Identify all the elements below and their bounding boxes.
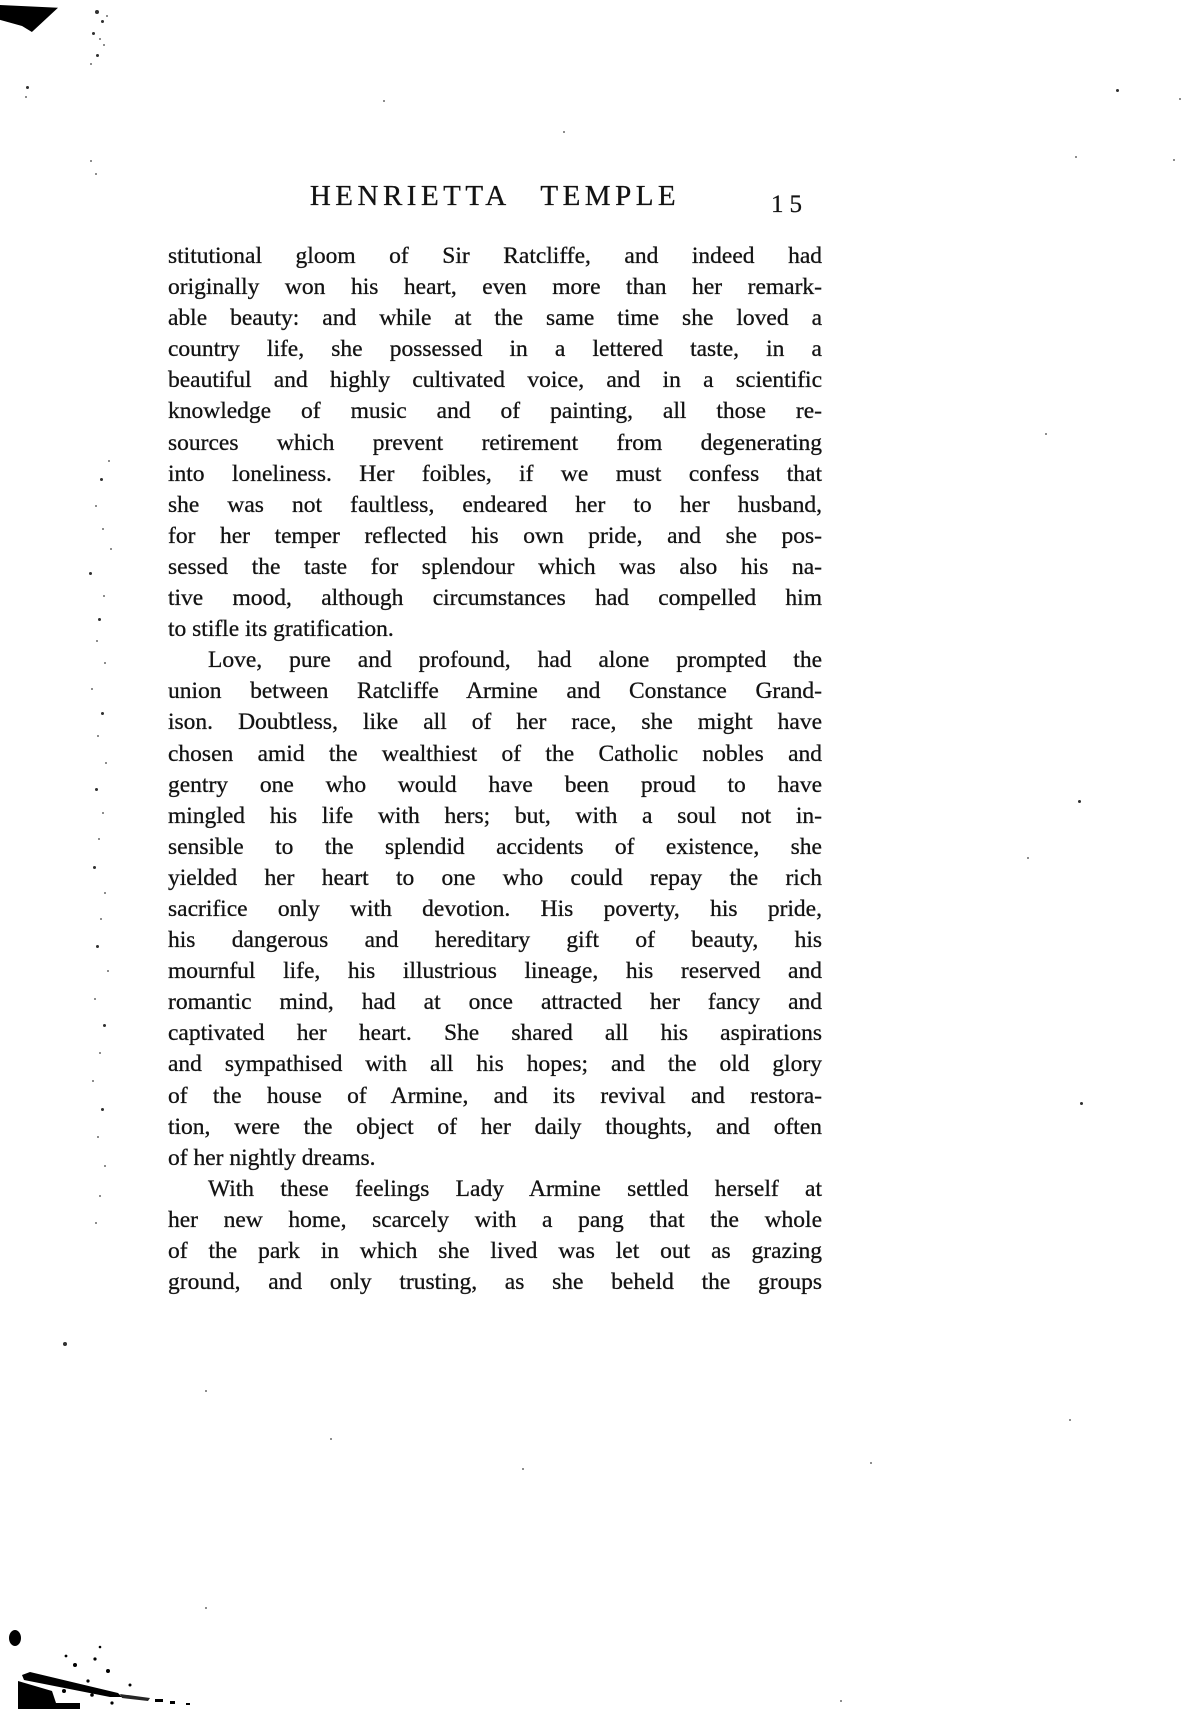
- text-line: mingled his life with hers; but, with a soul not in-: [168, 802, 822, 829]
- text-line: sources which prevent retirement from degenerating: [168, 429, 822, 456]
- text-line: his dangerous and hereditary gift of beauty, his: [168, 927, 822, 954]
- scan-speck: [1078, 800, 1081, 803]
- scan-speck: [1045, 433, 1047, 435]
- scan-speck: [103, 44, 105, 46]
- scan-speck: [870, 1462, 872, 1464]
- text-line: of her nightly dreams.: [168, 1144, 376, 1171]
- scan-speck: [92, 1080, 94, 1082]
- scan-speck: [104, 1165, 106, 1167]
- scan-speck: [92, 32, 95, 35]
- text-line: mournful life, his illustrious lineage, his reserved and: [168, 958, 822, 985]
- scan-speck: [95, 10, 99, 14]
- scan-speck: [101, 20, 104, 23]
- text-line: originally won his heart, even more than her remark-: [168, 274, 822, 301]
- text-line: yielded her heart to one who could repay the rich: [168, 864, 822, 891]
- scan-speck: [102, 812, 104, 814]
- text-line: of the park in which she lived was let out as grazing: [168, 1238, 822, 1264]
- scan-speck: [205, 1607, 207, 1609]
- scan-speck: [1075, 156, 1077, 158]
- scan-speck: [1069, 1419, 1071, 1421]
- scan-speck: [100, 478, 103, 481]
- scan-speck: [103, 1024, 106, 1027]
- text-line: With these feelings Lady Armine settled herself at: [208, 1175, 822, 1202]
- scan-speck: [91, 688, 93, 690]
- text-line: union between Ratcliffe Armine and Constance Grand-: [168, 678, 822, 705]
- text-line: and sympathised with all his hopes; and the old glory: [168, 1051, 822, 1078]
- scan-speck: [106, 15, 108, 17]
- page-number: 15: [771, 191, 808, 218]
- scan-speck: [330, 1438, 332, 1440]
- scan-speck: [95, 173, 97, 175]
- scan-speck: [99, 38, 101, 40]
- text-line: ground, and only trusting, as she beheld the groups: [168, 1269, 822, 1296]
- scan-speck: [95, 1222, 97, 1224]
- scan-speck: [205, 1390, 207, 1392]
- text-line: for her temper reflected his own pride, and she pos-: [168, 522, 822, 549]
- text-line: sacrifice only with devotion. His poverty, his pride,: [168, 895, 822, 922]
- text-line: captivated her heart. She shared all his aspirations: [168, 1020, 822, 1047]
- scan-speck: [89, 572, 92, 575]
- scan-speck: [1080, 1102, 1083, 1105]
- text-line: tion, were the object of her daily thoughts, and often: [168, 1113, 822, 1140]
- text-line: sensible to the splendid accidents of existence, she: [168, 833, 822, 860]
- scan-speck: [26, 86, 29, 89]
- scan-speck: [96, 640, 98, 642]
- scan-speck: [107, 970, 109, 972]
- text-line: stitutional gloom of Sir Ratcliffe, and indeed had: [168, 243, 822, 269]
- text-line: able beauty: and while at the same time she loved a: [168, 305, 822, 332]
- scan-speck: [1179, 98, 1181, 100]
- scan-speck: [94, 998, 96, 1000]
- scan-speck: [383, 100, 385, 102]
- text-line: of the house of Armine, and its revival and restora-: [168, 1082, 822, 1109]
- text-line: she was not faultless, endeared her to her husband,: [168, 491, 822, 518]
- text-line: tive mood, although circumstances had compelled him: [168, 585, 822, 612]
- scan-speck: [1027, 857, 1029, 859]
- scan-speck: [90, 160, 92, 162]
- scan-speck: [840, 1700, 842, 1702]
- text-line: her new home, scarcely with a pang that the whole: [168, 1206, 822, 1233]
- scan-speck: [96, 54, 99, 57]
- scan-speck: [101, 1108, 104, 1111]
- scan-speck: [108, 460, 110, 462]
- running-title: HENRIETTA TEMPLE: [309, 180, 681, 212]
- scan-speck: [1116, 89, 1119, 92]
- scan-speck: [104, 892, 106, 894]
- scan-speck: [98, 838, 100, 840]
- text-line: beautiful and highly cultivated voice, and in a scientific: [168, 367, 822, 394]
- scan-speck: [93, 866, 96, 869]
- scan-speck: [96, 945, 99, 948]
- scan-speck: [90, 63, 92, 65]
- text-line: gentry one who would have been proud to have: [168, 771, 822, 798]
- scan-speck: [104, 662, 106, 664]
- text-line: to stifle its gratification.: [168, 616, 394, 643]
- text-line: romantic mind, had at once attracted her fancy and: [168, 989, 822, 1016]
- page-header: [168, 180, 822, 222]
- body-text: [168, 241, 822, 1298]
- scan-corner-wedge: [0, 5, 58, 32]
- text-line: Love, pure and profound, had alone prompted the: [208, 647, 822, 674]
- scan-speck: [102, 528, 104, 530]
- text-line: sessed the taste for splendour which was also his na-: [168, 553, 822, 580]
- scan-speck: [563, 131, 565, 133]
- text-line: into loneliness. Her foibles, if we must confess that: [168, 460, 822, 487]
- text-line: knowledge of music and of painting, all those re-: [168, 398, 822, 425]
- scan-speck: [522, 1468, 524, 1470]
- scan-speck: [99, 1052, 101, 1054]
- scan-speck: [1173, 159, 1175, 161]
- scan-speck: [97, 1136, 99, 1138]
- scan-speck: [105, 762, 107, 764]
- scan-speck: [101, 712, 104, 715]
- text-line: country life, she possessed in a lettered taste, in a: [168, 336, 822, 363]
- scan-speck: [63, 1342, 67, 1346]
- text-line: chosen amid the wealthiest of the Catholic nobles and: [168, 740, 822, 767]
- scan-speck: [95, 788, 98, 791]
- scan-speck: [98, 618, 101, 621]
- scan-speck: [110, 548, 112, 550]
- text-line: ison. Doubtless, like all of her race, she might have: [168, 709, 822, 736]
- scan-speck: [99, 1195, 101, 1197]
- scan-speck: [100, 918, 102, 920]
- scan-speck: [25, 96, 27, 98]
- ink-smudge: [0, 1629, 260, 1709]
- scan-speck: [97, 735, 99, 737]
- scan-speck: [95, 505, 97, 507]
- scan-speck: [103, 595, 105, 597]
